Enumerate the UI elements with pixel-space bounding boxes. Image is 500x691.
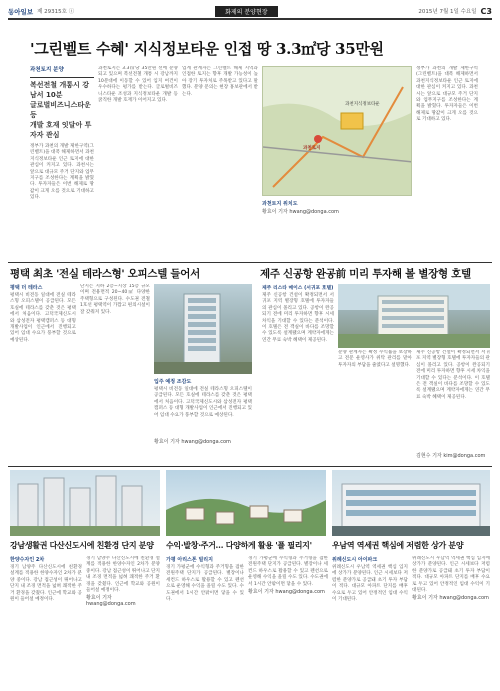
story5-company: 가평 아리스톤 빌리지 — [166, 557, 213, 563]
map-graphic — [263, 67, 412, 196]
story2-company: 평택 더 테라스 — [10, 285, 43, 291]
story1-byline-wrap — [262, 208, 412, 258]
apartments-graphic — [10, 470, 160, 536]
story3-body-a: 제주 신공항 건설이 확정되면서 서귀포 지역 별장형 호텔에 투자자들의 관심이 몰리고 있다. 공항이 완공되기 전에 미리 투자하면 향후 시세 차익을 기대할 수 있다는 분석이다. 이 호텔은 전 객실이 바다를 조망할 수 있도록 설계됐으며 계약자에게는 연간 무료 숙박 혜택이 제공된다. — [262, 293, 334, 343]
story3-side — [262, 284, 334, 464]
story4-headline: 강남생활권 다산신도시에 친환경 단지 분양 — [10, 540, 154, 550]
story3-body-c: 제주 신공항 건설이 확정되면서 서귀포 지역 별장형 호텔에 투자자들의 관심이 몰리고 있다. 공항이 완공되기 전에 미리 투자하면 향후 시세 차익을 기대할 수 있다는 분석이다. 이 호텔은 전 객실이 바다를 조망할 수 있도록 설계됐으며 계약자에게는 연간 무료 숙박 혜택이 제공된다. — [416, 350, 490, 400]
page-number: C3 — [480, 6, 492, 16]
story3-body-b: 분양 관계자는 확정 수익률을 보장하고 전문 운영사가 위탁 관리를 맡아 투자자의 부담을 줄였다고 설명했다. — [338, 350, 412, 368]
story2-body-a: 평택시 비전동 일대에 전실 테라스형 오피스텔이 공급된다. 모든 호실에 테라스를 갖춘 것은 평택에서 처음이다. 고덕국제신도시와 삼성전자 평택캠퍼스 등 대형 개발사업이 인근에서 진행되고 있어 임대 수요가 풍부할 것으로 예상된다. — [10, 293, 76, 343]
story4-col2 — [86, 556, 160, 686]
story1-location-map — [262, 66, 412, 196]
story2-byline: 황효이 기자 hwang@donga.com — [154, 439, 231, 445]
page-header — [8, 4, 492, 20]
map-label-info-town: 과천지식정보타운 — [345, 102, 380, 107]
mall-graphic — [332, 470, 490, 536]
story2-body-b: 단지는 지하 2층∼지상 15층 규모이며 전용면적 20∼40㎡ 다양한 주택형으로 구성된다. 수도권 전철 1호선 평택역이 가깝고 편의시설이 잘 갖춰져 있다. — [80, 284, 150, 315]
story1-body-col5: 정부가 과천의 개발 제한구역(그린벨트)을 대폭 해제하면서 과천지식정보타운 인근 토지에 대한 관심이 커지고 있다. 과천시는 앞으로 대규모 주거 단지와 업무지구를 조성한다는 계획을 밝혔다. 투자자들은 이번 해제로 땅값이 크게 오를 것으로 기대하고 있다. — [416, 66, 478, 123]
story5-headline-wrap — [166, 540, 328, 554]
issue-number: 제 29315호 ⓘ — [37, 9, 75, 15]
story2-caption-wrap — [154, 376, 252, 436]
story4-headline-wrap — [10, 540, 160, 554]
story1-caption-wrap — [262, 198, 412, 208]
story3-headline: 제주 신공항 완공前 미리 투자해 볼 별장형 호텔 — [260, 268, 471, 280]
story2-side — [10, 284, 76, 484]
story2-byline-wrap — [154, 438, 252, 448]
story4-complex-image — [10, 470, 160, 536]
story5-body-b: 경기 가평군에 수익형과 주거형을 겸한 전원주택 단지가 공급된다. 별장이나 세컨드 하우스로 활용할 수 있고 펜션으로 운영해 수익을 올릴 수도 있다. 수도권에서 1시간 안팎이면 닿을 수 있다. — [248, 556, 328, 587]
story6-byline: 황효이 기자 hwang@donga.com — [412, 595, 489, 602]
story1-headline: '그린벨트 수혜' 지식정보타운 인접 땅 3.3㎡당 35만원 — [30, 40, 384, 58]
story2-caption: 입주 예정 조감도 — [154, 379, 192, 385]
story6-headline-wrap — [332, 540, 490, 554]
section-title: 화제의 분양현장 — [215, 6, 277, 17]
story1-byline: 황효이 기자 hwang@donga.com — [262, 209, 339, 215]
story4-company: 한양수자인 2차 — [10, 557, 45, 563]
story5-col1 — [166, 556, 244, 686]
story2-headline-wrap — [10, 266, 254, 282]
divider-1 — [8, 262, 492, 263]
story6-body-b: 위례신도시 우남역 역세권 핵심 입지에 상가가 분양된다. 인근 시세보다 저렴한 분양가로 공급돼 초기 투자 부담이 적다. 대규모 아파트 단지를 배후 수요로 두고 있어 안정적인 임대 수익이 기대된다. — [412, 556, 490, 594]
story5-col2 — [248, 556, 328, 686]
story4-col1 — [10, 556, 82, 686]
story1-company: 과천토지 분양 — [30, 67, 64, 73]
story6-headline: 우남역 역세권 핵심에 저렴한 상가 분양 — [332, 540, 464, 550]
story6-company: 위례신도시 아이파크 — [332, 557, 378, 563]
story3-byline-wrap — [416, 452, 490, 462]
story6-body-a: 위례신도시 우남역 역세권 핵심 입지에 상가가 분양된다. 인근 시세보다 저렴한 분양가로 공급돼 초기 투자 부담이 적다. 대규모 아파트 단지를 배후 수요로 두고 있어 안정적인 임대 수익이 기대된다. — [332, 565, 408, 603]
brand-logo: 동아일보 — [8, 7, 34, 16]
story4-body-b: 경기 남양주 다산신도시에 친환경 설계를 적용한 한양수자인 2차가 분양 중이다. 강남 접근성이 뛰어나고 단지 내 조경 면적을 넓혀 쾌적한 주거 환경을 갖췄다. 인근에 학교와 공원이 들어설 예정이다. — [86, 556, 160, 594]
story1-side — [30, 66, 94, 266]
story2-headline: 평택 최초 '전실 테라스형' 오피스텔 들어서 — [10, 268, 200, 280]
building-graphic — [154, 284, 252, 374]
village-graphic — [166, 470, 326, 536]
story3-byline: 김현수 기자 kim@donga.com — [416, 453, 486, 459]
story5-village-image — [166, 470, 326, 536]
story5-headline: 수익·발창·주거… 다양하게 활용 '플 필리지' — [166, 540, 312, 550]
story6-col1 — [332, 556, 408, 686]
story1-headline-wrap — [30, 38, 470, 60]
story1-body-a: 정부가 과천의 개발 제한구역(그린벨트)을 대폭 해제하면서 과천지식정보타운 인근 토지에 대한 관심이 커지고 있다. 과천시는 앞으로 대규모 주거 단지와 업무지구를 조성한다는 계획을 밝혔다. 투자자들은 이번 해제로 땅값이 크게 오를 것으로 기대하고 있다. — [30, 144, 94, 201]
story6-mall-image — [332, 470, 490, 536]
story1-body-col2: 과천토지는 3.3㎡당 35만원 선에 분양되고 있으며 복선전철 개통 시 강남까지 10분대에 이동할 수 있어 입지 여건이 우수하다는 평가를 받는다. 글로벌비즈니스타운 조성과 지식정보타운 개발 등 굵직한 개발 호재가 이어지고 있다. — [98, 66, 178, 104]
story3-company: 제주 리스타 메이스 (서귀포 호텔) — [262, 286, 334, 291]
story3-headline-wrap — [260, 266, 490, 282]
hotel-graphic — [338, 284, 490, 348]
story1-subhead-1: 복선전철 개통시 강남서 10분 — [30, 81, 89, 99]
divider-2 — [8, 466, 492, 467]
story2-body-c: 평택시 비전동 일대에 전실 테라스형 오피스텔이 공급된다. 모든 호실에 테라스를 갖춘 것은 평택에서 처음이다. 고덕국제신도시와 삼성전자 평택캠퍼스 등 대형 개발사업이 인근에서 진행되고 있어 임대 수요가 풍부할 것으로 예상된다. — [154, 387, 252, 418]
story6-col2 — [412, 556, 490, 686]
issue-date: 2015년 7월 1일 수요일 — [418, 9, 477, 15]
story1-caption: 과천토지 위치도 — [262, 201, 298, 207]
story1-body-col3: 업계 관계자는 그린벨트 해제 지역과 인접한 토지는 향후 개발 가능성이 높아 장기 투자처로 주목받고 있다고 말했다. 분양 문의는 현장 홍보관에서 받는다. — [182, 66, 258, 97]
story5-body-a: 경기 가평군에 수익형과 주거형을 겸한 전원주택 단지가 공급된다. 별장이나 세컨드 하우스로 활용할 수 있고 펜션으로 운영해 수익을 올릴 수도 있다. 수도권에서 1시간 안팎이면 닿을 수 있다. — [166, 565, 244, 603]
story4-body-a: 경기 남양주 다산신도시에 친환경 설계를 적용한 한양수자인 2차가 분양 중이다. 강남 접근성이 뛰어나고 단지 내 조경 면적을 넓혀 쾌적한 주거 환경을 갖췄다. 인근에 학교와 공원이 들어설 예정이다. — [10, 565, 82, 603]
story3-hotel-image — [338, 284, 490, 348]
story4-byline: 황효이 기자 hwang@donga.com — [86, 595, 136, 608]
story1-subhead-2: 글로벌비즈니스타운 등 — [30, 101, 91, 119]
map-label-land: 과천토지 — [303, 146, 321, 151]
story5-byline: 황효이 기자 hwang@donga.com — [248, 589, 325, 596]
story1-subhead-3: 개발 호재 잇달아 투자자 관심 — [30, 121, 92, 139]
story2-rendering-image — [154, 284, 252, 374]
